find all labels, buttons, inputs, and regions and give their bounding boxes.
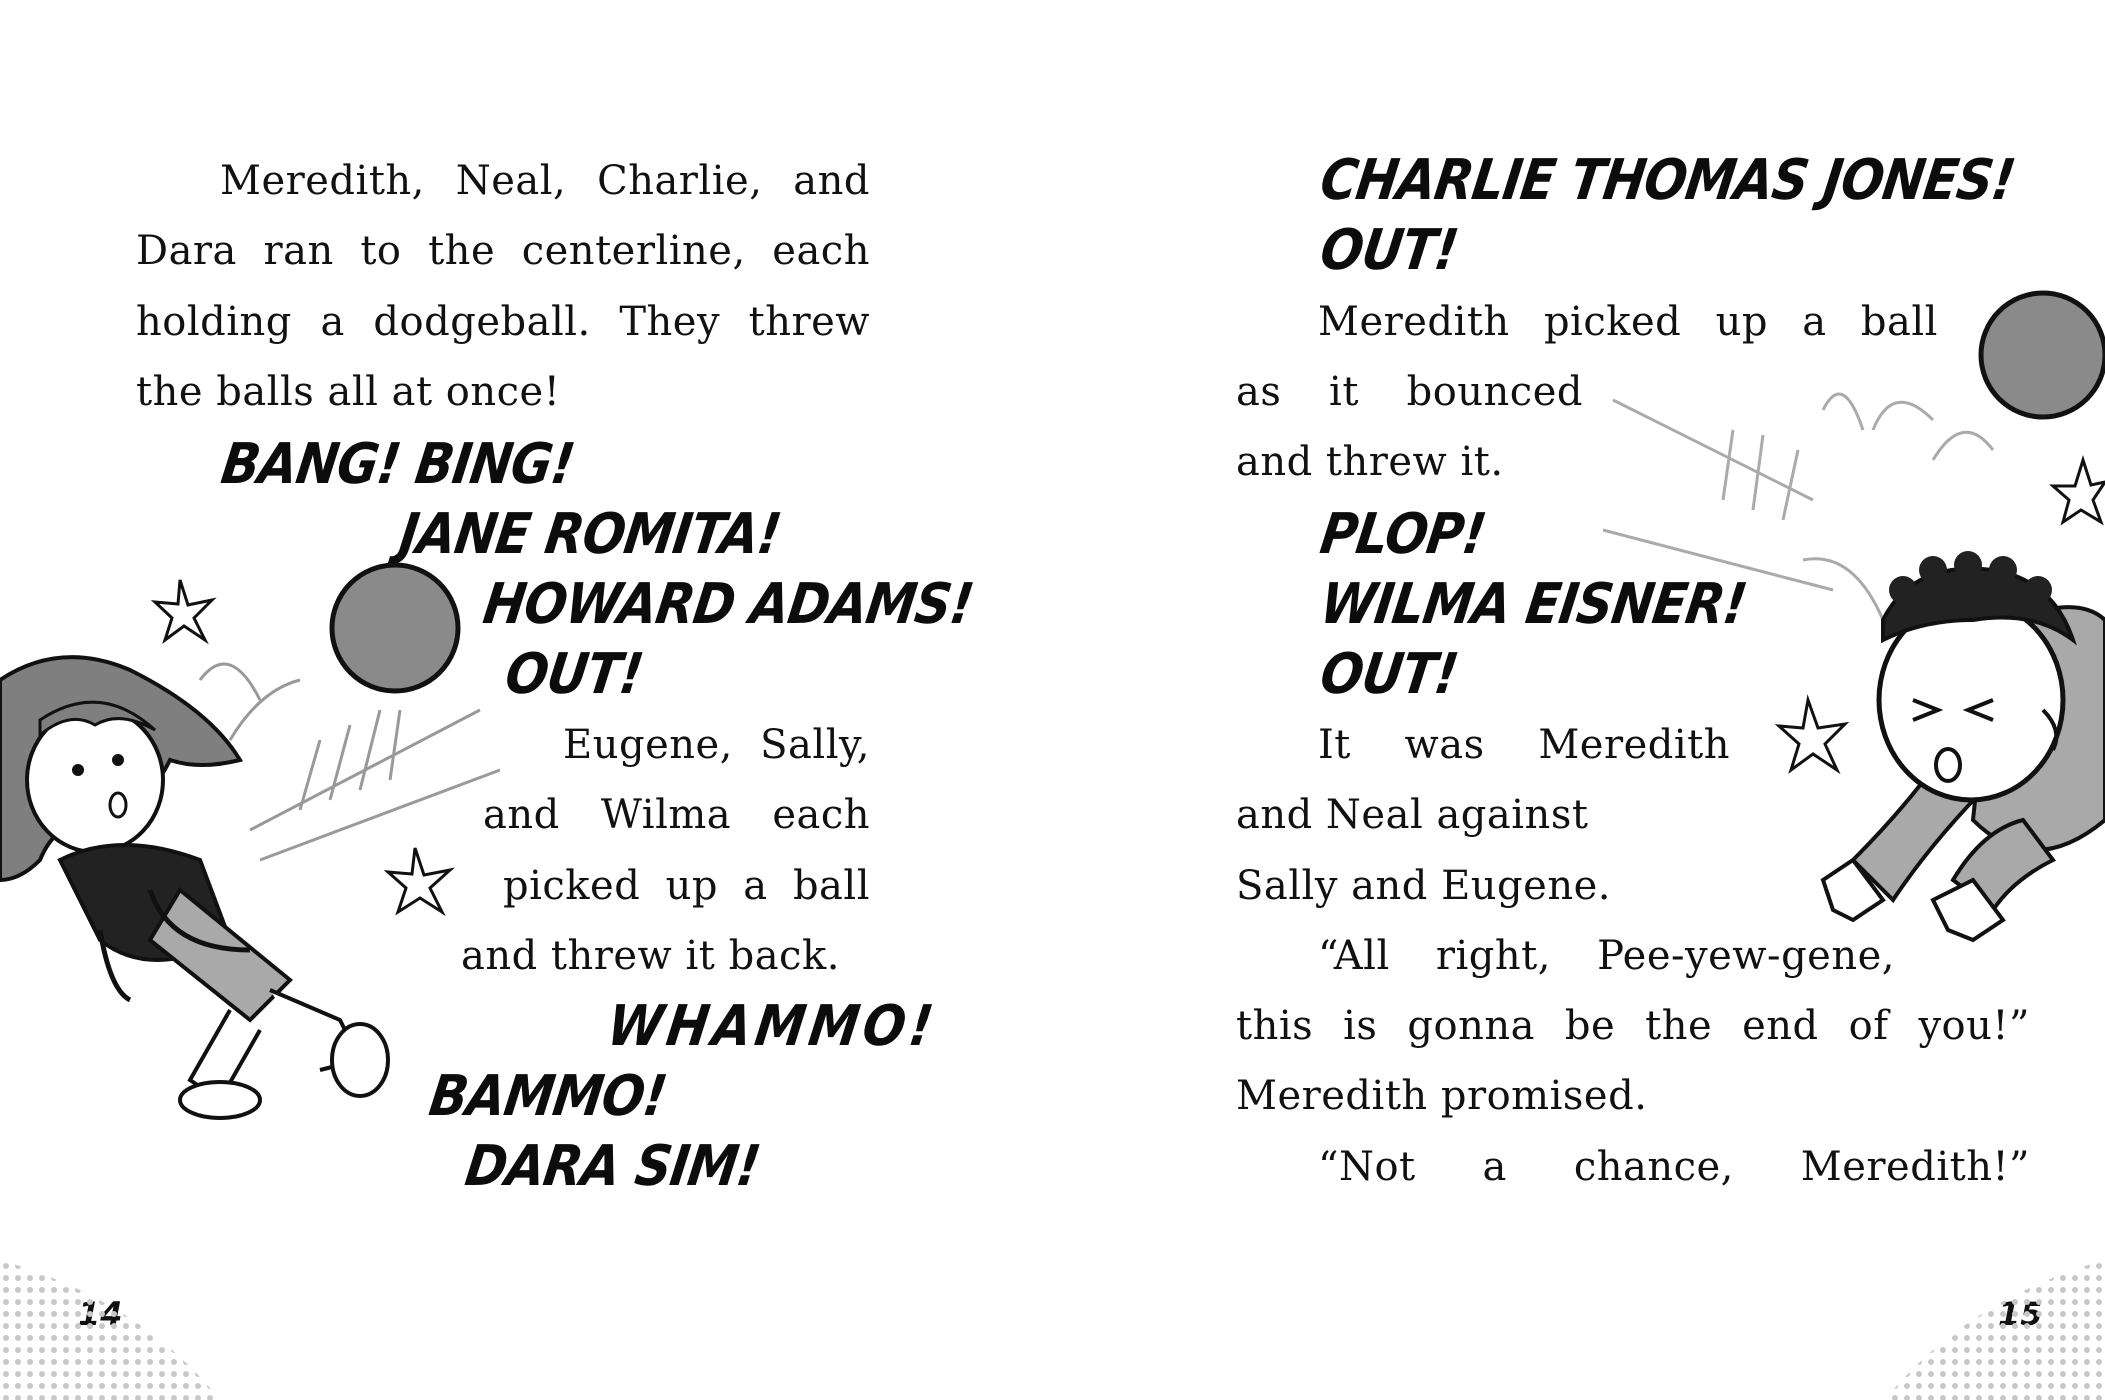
text-line: this is gonna be the end of you!” [1236, 1003, 2030, 1049]
text-line: and threw it. [1236, 439, 1504, 485]
text-line: It was Meredith [1318, 722, 1730, 768]
sfx-bang-bing: BANG! BING! [217, 431, 578, 497]
text-line: “Not a chance, Meredith!” [1318, 1144, 2030, 1190]
text-line: and threw it back. [461, 933, 840, 979]
text-line: Meredith picked up a ball [1318, 299, 1938, 345]
sfx-wilma-eisner: WILMA EISNER! [1316, 571, 1751, 637]
sfx-out: OUT! [501, 641, 647, 707]
text-line: “All right, Pee-yew-gene, [1318, 933, 1895, 979]
text-line: Dara ran to the centerline, each [136, 228, 870, 274]
sfx-howard-adams: HOWARD ADAMS! [479, 571, 977, 637]
right-page [1053, 0, 2105, 1400]
text-line: Sally and Eugene. [1236, 863, 1611, 909]
left-page [0, 0, 1052, 1400]
text-line: holding a dodgeball. They threw [136, 299, 870, 345]
sfx-plop: PLOP! [1316, 501, 1490, 567]
sfx-dara-sim: DARA SIM! [461, 1133, 764, 1199]
sfx-whammo: WHAMMO! [603, 993, 942, 1059]
sfx-jane-romita: JANE ROMITA! [395, 501, 785, 567]
text-line: and Neal against [1236, 792, 1589, 838]
halftone-decoration [1745, 1260, 2105, 1400]
text-line: as it bounced [1236, 369, 1583, 415]
text-line: and Wilma each [483, 792, 870, 838]
text-line: picked up a ball [503, 863, 870, 909]
boy-illustration [1553, 260, 2105, 950]
text-line: Meredith, Neal, Charlie, and [220, 158, 870, 204]
sfx-out-2: OUT! [1316, 641, 1462, 707]
sfx-out: OUT! [1316, 217, 1462, 283]
text-line: Eugene, Sally, [563, 722, 870, 768]
girl-illustration [0, 560, 500, 1120]
text-line: the balls all at once! [136, 369, 561, 415]
halftone-decoration [0, 1260, 360, 1400]
sfx-bammo: BAMMO! [425, 1063, 671, 1129]
sfx-charlie-thomas-jones: CHARLIE THOMAS JONES! [1316, 147, 2019, 213]
text-line: Meredith promised. [1236, 1073, 1648, 1119]
